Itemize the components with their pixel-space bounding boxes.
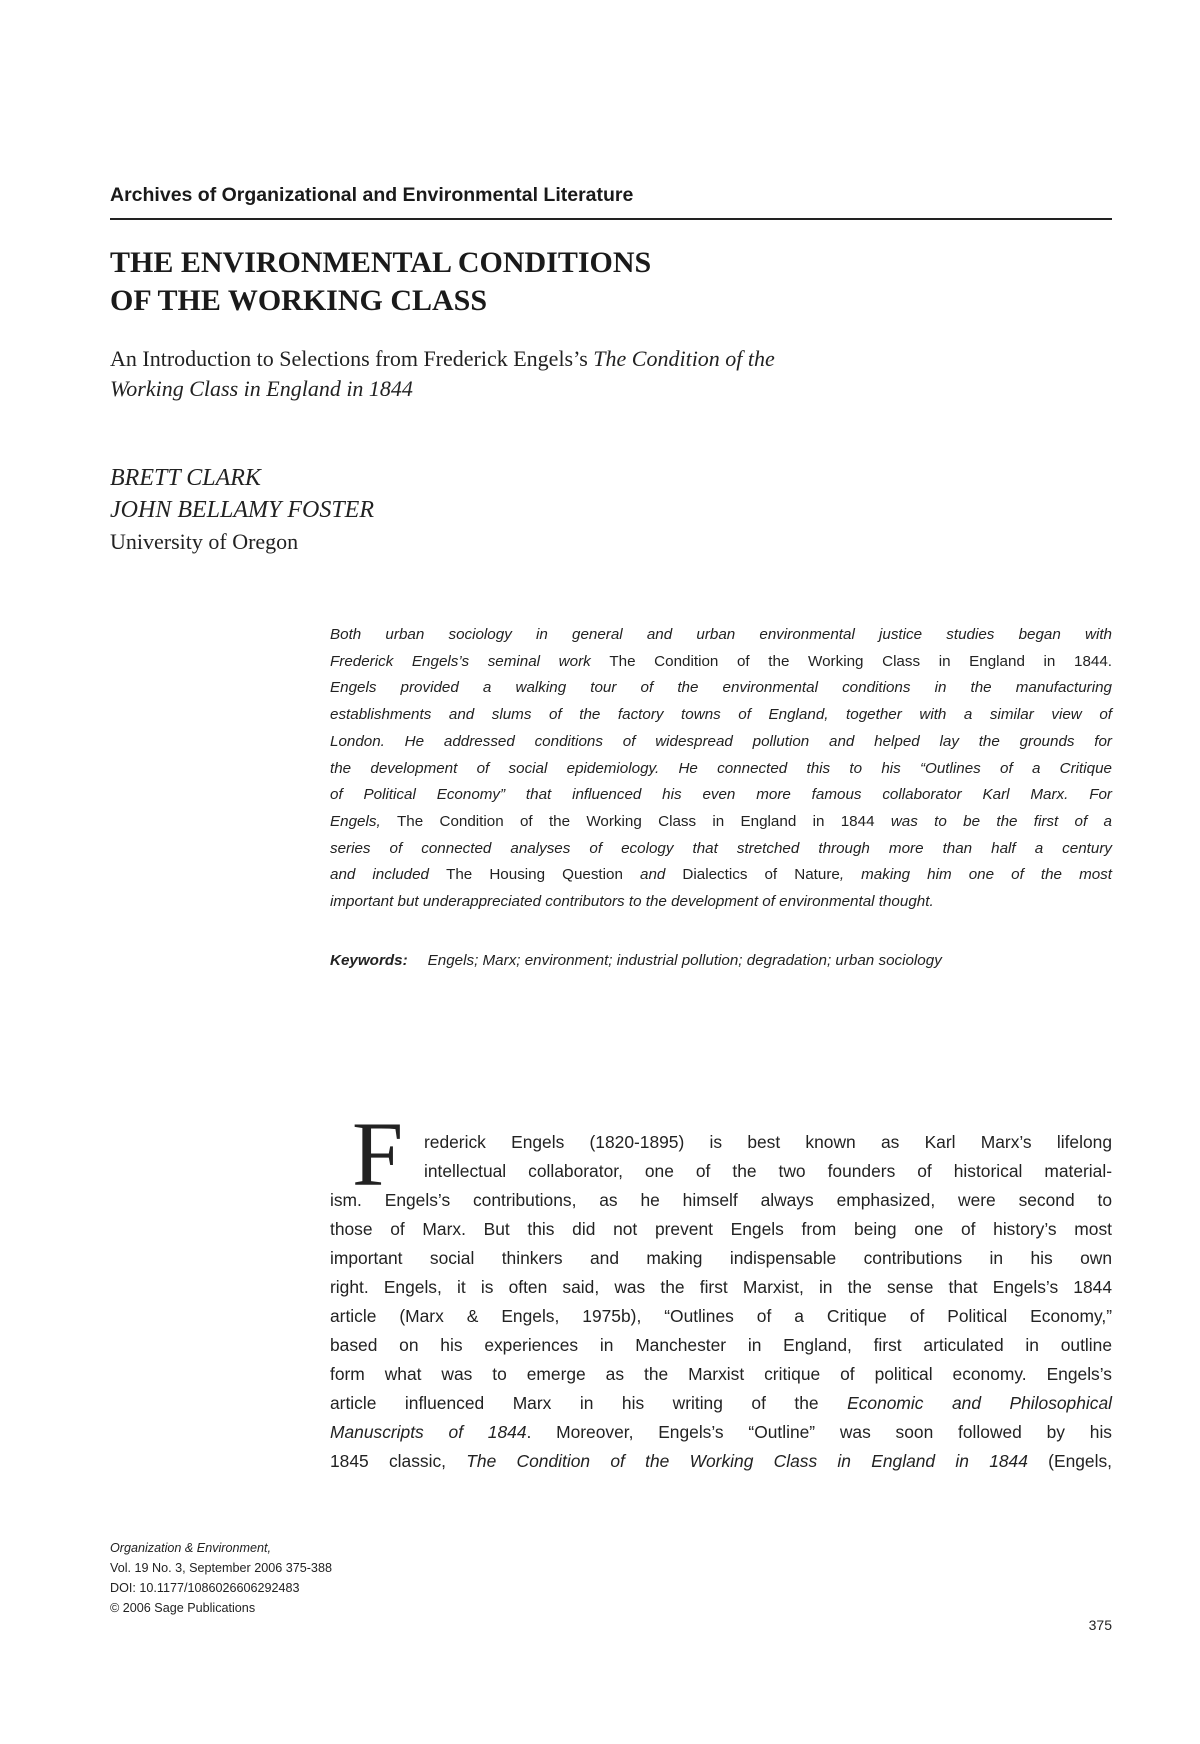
body-line: form what was to emerge as the Marxist critique of political economy. Engels’s [330,1364,1112,1384]
copyright-line: © 2006 Sage Publications [110,1601,256,1615]
body-line: article influenced Marx in his writing of the Economic and Philosophical [330,1393,1112,1413]
abstract-line: important but underappreciated contributors to the development of environmental thought. [330,893,934,911]
article-title [110,244,1010,320]
abstract [330,622,1112,916]
keywords-text: Engels; Marx; environment; industrial pollution; degradation; urban sociology [427,952,942,969]
keywords-label: Keywords: [330,952,408,969]
abstract-line: London. He addressed conditions of widespread pollution and helped lay the grounds for [330,732,1112,750]
body-text [330,1128,1112,1476]
body-line: intellectual collaborator, one of the two founders of historical material- [424,1161,1112,1181]
abstract-line: Both urban sociology in general and urban environmental justice studies began with [330,626,1112,643]
body-line: Manuscripts of 1844. Moreover, Engels’s “Outline” was soon followed by his [330,1422,1113,1442]
body-line: important social thinkers and making indispensable contributions in his own [330,1248,1112,1268]
body-line: rederick Engels (1820-1895) is best known as Karl Marx’s lifelong [424,1132,1112,1152]
body-line: those of Marx. But this did not prevent Engels from being one of history’s most [330,1219,1112,1239]
article-subtitle [110,344,1010,404]
abstract-line: of Political Economy” that influenced his even more famous collaborator Karl Marx. For [330,786,1112,804]
author-affiliation: University of Oregon [110,529,299,554]
abstract-line: Engels provided a walking tour of the environmental conditions in the manufacturing [330,679,1112,697]
keywords [330,950,1112,972]
abstract-line: series of connected analyses of ecology that stretched through more than half a century [330,839,1112,857]
journal-section-header: Archives of Organizational and Environmental Literature [110,184,634,206]
body-line: right. Engels, it is often said, was the first Marxist, in the sense that Engels’s 1844 [330,1277,1112,1297]
doi-line: DOI: 10.1177/1086026606292483 [110,1581,300,1595]
abstract-line: and included The Housing Question and Dialectics of Nature, making him one of the most [330,866,1112,884]
abstract-line: Engels, The Condition of the Working Class in England in 1844 was to be the first of a [330,812,1112,830]
title-line: OF THE WORKING CLASS [110,284,488,317]
body-line: 1845 classic, The Condition of the Working Class in England in 1844 (Engels, [330,1451,1112,1471]
subtitle-line: An Introduction to Selections from Frederick Engels’s The Condition of the [110,346,775,371]
author-name: JOHN BELLAMY FOSTER [110,497,374,523]
body-line: based on his experiences in Manchester in England, first articulated in outline [330,1335,1112,1355]
abstract-line: establishments and slums of the factory towns of England, together with a similar view of [330,706,1112,724]
abstract-line: the development of social epidemiology. He connected this to his “Outlines of a Critique [330,759,1112,777]
header-rule [110,218,1112,220]
citation-line: Organization & Environment, Vol. 19 No. 3, September 2006 375-388 [110,1541,332,1575]
body-line: ism. Engels’s contributions, as he himself always emphasized, were second to [330,1190,1112,1210]
citation-footer [110,1538,810,1618]
drop-cap: F [352,1103,404,1205]
title-line: THE ENVIRONMENTAL CONDITIONS [110,246,652,279]
abstract-line: Frederick Engels’s seminal work The Condition of the Working Class in England in 1844. [330,652,1112,670]
author-name: BRETT CLARK [110,465,261,491]
author-block [110,462,710,558]
page-number: 375 [1088,1617,1112,1633]
body-line: article (Marx & Engels, 1975b), “Outlines of a Critique of Political Economy,” [330,1306,1112,1326]
subtitle-line: Working Class in England in 1844 [110,376,413,401]
